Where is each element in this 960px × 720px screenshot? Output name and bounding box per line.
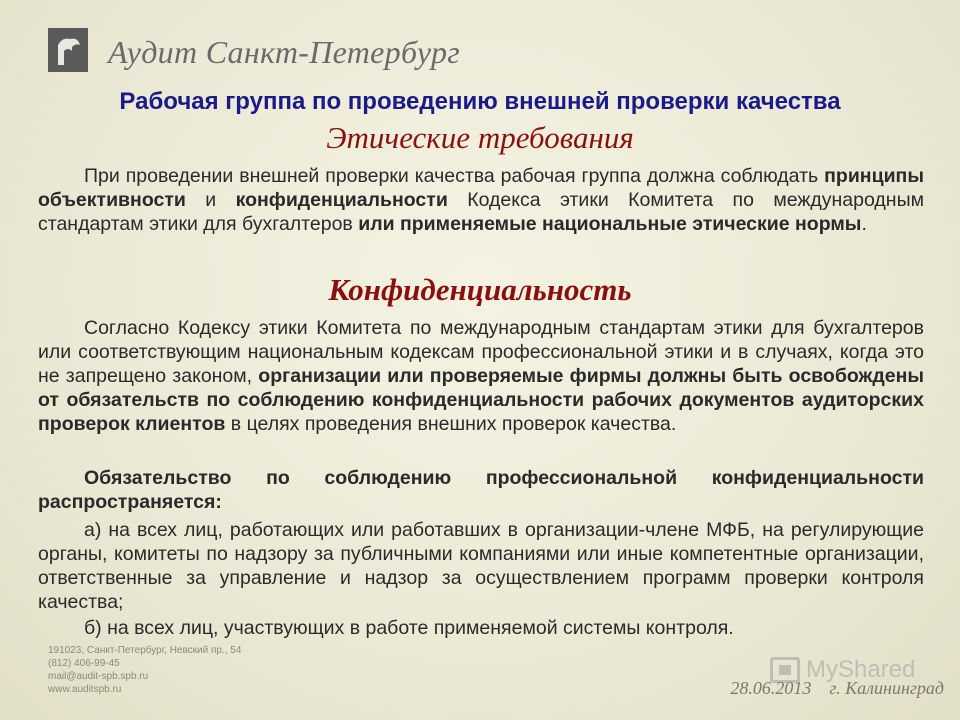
text-run: б) на всех лиц, участвующих в работе применяемой системы контроля. (84, 617, 734, 639)
text-run: Согласно Кодексу этики Комитета по международным стандартам этики для бухгалтеров или соответствующим национальным кодексам профессиональной этики и в случаях, когда это не запрещено законом, (38, 317, 924, 387)
obligation-paragraph (38, 466, 924, 514)
footer-address (48, 644, 241, 696)
text-run: Кодекса этики Комитета по международным стандартам этики для бухгалтеров (38, 189, 924, 235)
bold-run: или применяемые национальные этические нормы (358, 213, 862, 235)
email-line: mail@audit-spb.spb.ru (48, 671, 149, 682)
bold-run: конфиденциальности (235, 189, 448, 211)
bold-run: организации или проверяемые фирмы должны быть освобождены от обязательств по соблюдению конфиденциальности рабочих документов аудиторских проверок клиентов (38, 365, 924, 435)
text-run: в целях проведения внешних проверок качества. (225, 413, 677, 435)
text-run: а) на всех лиц, работающих или работавших в организации-члене МФБ, на регулирующие органы, комитеты по надзору за публичными компаниями или иные компетентные организации, ответственные за управление и надзор за осуществлением программ проверки контроля качества; (38, 519, 924, 613)
section-heading-ethics: Этические требования (326, 120, 634, 155)
text-run: . (861, 213, 867, 235)
confidentiality-paragraph (38, 316, 924, 436)
website-line: www.auditspb.ru (48, 684, 122, 695)
obligation-item-a (38, 518, 924, 614)
bold-run: Обязательство по соблюдению профессиональной конфиденциальности распространяется: (38, 467, 924, 513)
ethics-paragraph (38, 164, 924, 236)
address-line: 191023, Санкт-Петербург, Невский пр., 54 (48, 645, 242, 656)
obligation-item-b (38, 616, 924, 640)
bold-run: принципы объективности (38, 165, 924, 211)
footer-date-place: 28.06.2013 г. Калининград (730, 678, 944, 698)
phone-line: (812) 406-99-45 (48, 658, 120, 669)
text-run: При проведении внешней проверки качества рабочая группа должна соблюдать (84, 165, 825, 187)
section-heading-confidentiality: Конфиденциальность (328, 272, 632, 307)
brand-name: Аудит Санкт-Петербург (108, 34, 461, 70)
company-logo (48, 28, 88, 72)
page-title: Рабочая группа по проведению внешней проверки качества (119, 88, 841, 115)
tree-logo-icon (52, 31, 84, 69)
watermark-text: MyShared (806, 656, 916, 683)
text-run: и (185, 189, 236, 211)
